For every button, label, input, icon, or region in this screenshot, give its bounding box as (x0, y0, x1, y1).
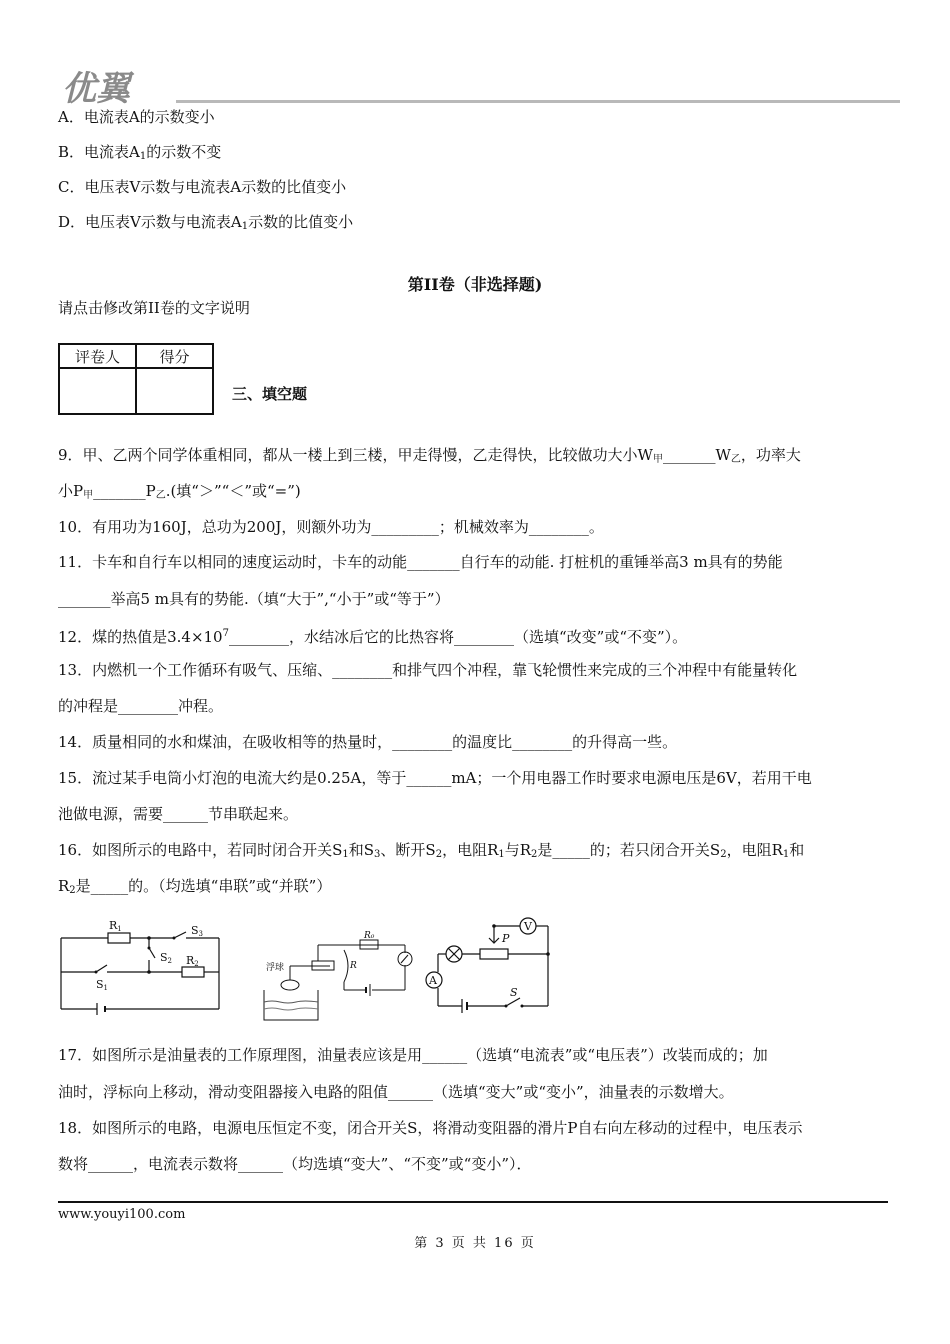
grading-table (58, 343, 214, 415)
question-9-line2: 小$P_甲\_\_\_\_\_\_\_P_乙$.(填“＞”“＜”或“=”) (58, 482, 301, 501)
svg-text:S3: S3 (191, 924, 204, 938)
switch-s3 (174, 932, 186, 938)
svg-text:R: R (350, 961, 357, 971)
svg-text:S1: S1 (96, 978, 109, 992)
svg-text:A: A (429, 974, 437, 987)
lamp-rheostat-figure (418, 912, 558, 1022)
question-13-line1: 13．内燃机一个工作循环有吸气、压缩、________和排气四个冲程，靠飞轮惯性来完成的三个冲程中有能量转化 (58, 661, 798, 679)
question-18-line1: 18．如图所示的电路，电源电压恒定不变，闭合开关S，将滑动变阻器的滑片P自右向左移动的过程中，电压表示 (58, 1119, 803, 1137)
switch-s2 (149, 948, 155, 958)
slider-arc (344, 950, 348, 982)
oil-gauge-figure (260, 930, 420, 1025)
question-14: 14．质量相同的水和煤油，在吸收相等的热量时，________的温度比________的升得高一些。 (58, 733, 678, 751)
option-b: B．电流表$A_1$的示数不变 (58, 143, 222, 162)
question-17-line1: 17．如图所示是油量表的工作原理图，油量表应该是用______（选填“电流表”或“电压表”）改装而成的；加 (58, 1046, 768, 1064)
float-ball (281, 980, 299, 990)
grader-cell (59, 368, 136, 414)
question-16-line2: $R_2$是_____的。（均选填“串联”或“并联”） (58, 877, 332, 896)
svg-text:浮球: 浮球 (266, 963, 285, 973)
question-16-line1: 16．如图所示的电路中，若同时闭合开关$S_1$和$S_3$、断开$S_2$，电阻$R_1$与$R_2$是_____的；若只闭合开关$S_2$，电阻$R_1$和 (58, 841, 805, 860)
score-cell (136, 368, 213, 414)
section-note: 请点击修改第II卷的文字说明 (58, 299, 250, 317)
option-a: A．电流表A的示数变小 (58, 108, 215, 126)
question-17-line2: 油时，浮标向上移动，滑动变阻器接入电路的阻值______（选填“变大”或“变小”，油量表的示数增大。 (58, 1083, 734, 1101)
svg-text:R2: R2 (186, 954, 199, 968)
question-11-line2: _______举高5 m具有的势能.（填“大于”,“小于”或“等于”） (58, 590, 450, 608)
oil-tank (264, 990, 318, 1020)
fill-blank-heading: 三、填空题 (232, 385, 308, 403)
resistor-r2 (182, 967, 204, 977)
switch-s1 (96, 965, 107, 972)
circuit-figure-r1-r2 (56, 918, 226, 1018)
svg-text:S2: S2 (160, 951, 173, 965)
resistor-r1 (108, 933, 130, 943)
rheostat (480, 949, 508, 959)
option-d: D．电压表V示数与电流表$A_1$示数的比值变小 (58, 213, 354, 232)
svg-text:R₀: R₀ (364, 931, 375, 941)
question-10: 10．有用功为160J，总功为200J，则额外功为_________；机械效率为________。 (58, 518, 604, 536)
header-rule (176, 100, 900, 103)
svg-text:R1: R1 (109, 919, 122, 933)
score-header: 得分 (136, 344, 213, 368)
question-15-line2: 池做电源，需要______节串联起来。 (58, 805, 299, 823)
svg-text:P: P (502, 932, 510, 945)
question-15-line1: 15．流过某手电筒小灯泡的电流大约是0.25A，等于______mA；一个用电器工作时要求电源电压是6V，若用干电 (58, 769, 812, 787)
section-title: 第II卷（非选择题) (407, 275, 543, 294)
question-13-line2: 的冲程是________冲程。 (58, 697, 224, 715)
switch-s (506, 998, 520, 1006)
page-number: 第 3 页 共 16 页 (414, 1236, 536, 1251)
footer-url[interactable]: www.youyi100.com (58, 1207, 186, 1222)
question-18-line2: 数将______，电流表示数将______（均选填“变大”、“不变”或“变小”）． (58, 1155, 532, 1173)
question-9-line1: 9．甲、乙两个同学体重相同，都从一楼上到三楼，甲走得慢，乙走得快，比较做功大小$W_甲\_\_\_\_\_\_\_W_乙$，功率大 (58, 446, 801, 465)
question-11-line1: 11．卡车和自行车以相同的速度运动时，卡车的动能_______自行车的动能. 打桩机的重锤举高3 m具有的势能 (58, 553, 783, 571)
svg-text:S: S (510, 986, 518, 999)
question-12: 12．煤的热值是$3.4\times 10^7\_\_\_\_\_\_\_\_$，水结冰后它的比热容将________（选填“改变”或“不变”）。 (58, 628, 688, 646)
footer-rule (58, 1201, 888, 1203)
grader-header: 评卷人 (59, 344, 136, 368)
option-c: C．电压表V示数与电流表A示数的比值变小 (58, 178, 347, 196)
svg-text:V: V (524, 920, 532, 933)
logo-text: 优翼 (62, 69, 130, 106)
